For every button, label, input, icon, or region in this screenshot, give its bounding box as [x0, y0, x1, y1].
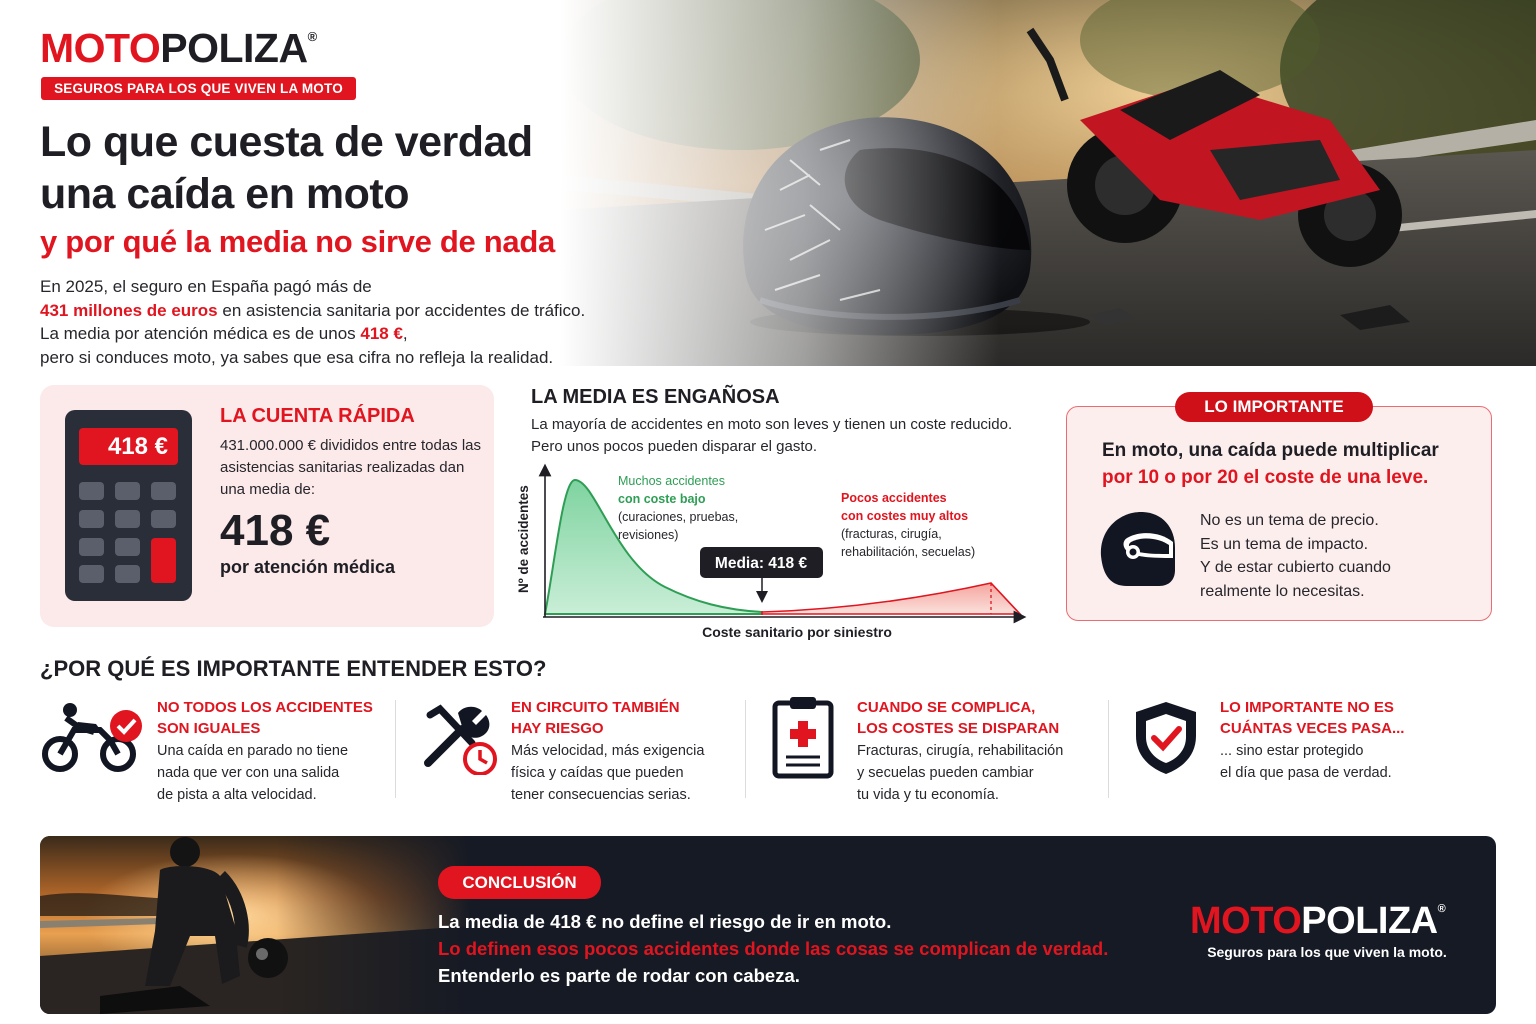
intro-line-1: En 2025, el seguro en España pagó más de — [40, 277, 372, 296]
why-3-text-3: tu vida y tu economía. — [857, 787, 999, 803]
why-1-title-2: SON IGUALES — [157, 720, 261, 737]
calculator-screen: 418 € — [79, 428, 178, 465]
why-3-title-2: LOS COSTES SE DISPARAN — [857, 720, 1060, 737]
why-1-title-1: NO TODOS LOS ACCIDENTES — [157, 699, 373, 716]
divider — [1108, 700, 1109, 798]
footer-registered-mark: ® — [1437, 903, 1446, 915]
why-3-title — [857, 697, 1059, 739]
important-line-1: En moto, una caída puede multiplicar — [1102, 440, 1439, 461]
chart-description-1: La mayoría de accidentes en moto son leves y tienen un coste reducido. — [531, 416, 1013, 433]
footer-logo-moto: MOTO — [1190, 900, 1302, 942]
why-2-text-2: física y caídas que pueden — [511, 765, 684, 781]
chart-heading: LA MEDIA ES ENGAÑOSA — [531, 386, 780, 408]
annotation-high: Pocos accidentes con costes muy altos (fracturas, cirugía, rehabilitación, secuelas) — [841, 491, 976, 559]
motorcycle-check-icon — [40, 700, 144, 772]
footer-logo-poliza: POLIZA — [1301, 900, 1438, 942]
conclusion-badge: CONCLUSIÓN — [438, 866, 601, 899]
important-body-3: Y de estar cubierto cuando — [1200, 559, 1391, 576]
quick-calc-value: 418 € — [220, 506, 331, 555]
chart-description-2: Pero unos pocos pueden disparar el gasto. — [531, 438, 818, 455]
high-cost-area — [762, 583, 1020, 614]
conclusion-line-2: Lo definen esos pocos accidentes donde las cosas se complican de verdad. — [438, 938, 1109, 959]
footer-logo — [1190, 902, 1445, 940]
title-line-1: Lo que cuesta de verdad — [40, 118, 533, 166]
why-2-text-3: tener consecuencias serias. — [511, 787, 691, 803]
divider — [745, 700, 746, 798]
calculator-icon — [65, 410, 192, 601]
logo-moto: MOTO — [40, 25, 161, 71]
quick-calc-text: 431.000.000 € divididos entre todas las asistencias sanitarias realizadas dan una media de: — [220, 437, 482, 498]
why-3-title-1: CUANDO SE COMPLICA, — [857, 699, 1036, 716]
important-body-4: realmente lo necesitas. — [1200, 582, 1365, 600]
why-1-text-1: Una caída en parado no tiene — [157, 743, 349, 759]
why-4-title — [1220, 697, 1404, 739]
why-4-text-2: el día que pasa de verdad. — [1220, 765, 1392, 781]
chart-description — [531, 414, 1041, 458]
why-1-text-3: de pista a alta velocidad. — [157, 787, 317, 803]
why-1-text-2: nada que ver con una salida — [157, 765, 340, 781]
tools-clock-icon — [418, 703, 498, 775]
intro-line-2 — [40, 299, 640, 323]
page-subtitle: y por qué la media no sirve de nada — [40, 224, 555, 259]
why-heading: ¿POR QUÉ ES IMPORTANTE ENTENDER ESTO? — [40, 656, 547, 681]
y-axis-label: Nº de accidentes — [516, 485, 531, 593]
intro-line-3-end: , — [402, 324, 408, 343]
intro-line-3-start: La media por atención médica es de unos — [40, 324, 361, 343]
intro-line-3 — [40, 322, 640, 346]
cost-distribution-chart — [505, 462, 1035, 644]
why-3-text-1: Fracturas, cirugía, rehabilitación — [857, 743, 1064, 759]
quick-calc-heading: LA CUENTA RÁPIDA — [220, 405, 415, 427]
brand-logo — [40, 25, 317, 71]
medical-clipboard-icon — [772, 695, 834, 779]
why-2-title-2: HAY RIESGO — [511, 720, 604, 737]
why-1-text — [157, 740, 348, 806]
intro-mean: 418 € — [360, 324, 403, 343]
intro-line-2-rest: en asistencia sanitaria por accidentes de tráfico. — [217, 300, 586, 320]
divider — [395, 700, 396, 798]
quick-calc-unit: por atención médica — [220, 557, 396, 577]
x-axis-label: Coste sanitario por siniestro — [702, 624, 892, 640]
important-badge: LO IMPORTANTE — [1175, 392, 1373, 422]
important-body-2: Es un tema de impacto. — [1200, 535, 1369, 553]
why-2-title — [511, 697, 680, 739]
why-4-text — [1220, 740, 1392, 784]
important-body — [1200, 509, 1460, 603]
important-body-1: No es un tema de precio. — [1200, 512, 1379, 529]
important-line-2: por 10 o por 20 el coste de una leve. — [1102, 467, 1429, 488]
helmet-icon — [1097, 508, 1179, 590]
why-4-title-1: LO IMPORTANTE NO ES — [1220, 699, 1394, 716]
annotation-low: Muchos accidentes con coste bajo (curaciones, pruebas, revisiones) — [618, 474, 739, 542]
shield-check-icon — [1134, 700, 1198, 776]
footer-tagline: Seguros para los que viven la moto. — [1207, 944, 1447, 960]
page-title — [40, 116, 600, 220]
why-1-title — [157, 697, 373, 739]
hero-photo — [560, 0, 1536, 366]
conclusion-line-3: Entenderlo es parte de rodar con cabeza. — [438, 965, 800, 986]
intro-line-4: pero si conduces moto, ya sabes que esa cifra no refleja la realidad. — [40, 347, 554, 367]
rider-photo — [40, 836, 470, 1014]
intro-paragraph — [40, 275, 640, 369]
brand-tagline: SEGUROS PARA LOS QUE VIVEN LA MOTO — [41, 77, 356, 100]
why-4-text-1: ... sino estar protegido — [1220, 743, 1364, 759]
registered-mark: ® — [307, 29, 317, 44]
why-3-text — [857, 740, 1063, 806]
conclusion-text — [438, 908, 1138, 989]
why-2-title-1: EN CIRCUITO TAMBIÉN — [511, 699, 680, 716]
important-statement — [1102, 437, 1472, 491]
why-3-text-2: y secuelas pueden cambiar — [857, 765, 1034, 781]
intro-amount: 431 millones de euros — [40, 300, 218, 320]
conclusion-line-1: La media de 418 € no define el riesgo de ir en moto. — [438, 911, 892, 932]
title-line-2: una caída en moto — [40, 170, 410, 218]
mean-label: Media: 418 € — [714, 555, 808, 572]
why-4-title-2: CUÁNTAS VECES PASA... — [1220, 720, 1405, 737]
why-2-text-1: Más velocidad, más exigencia — [511, 743, 705, 759]
why-2-text — [511, 740, 704, 806]
logo-poliza: POLIZA — [160, 25, 308, 71]
